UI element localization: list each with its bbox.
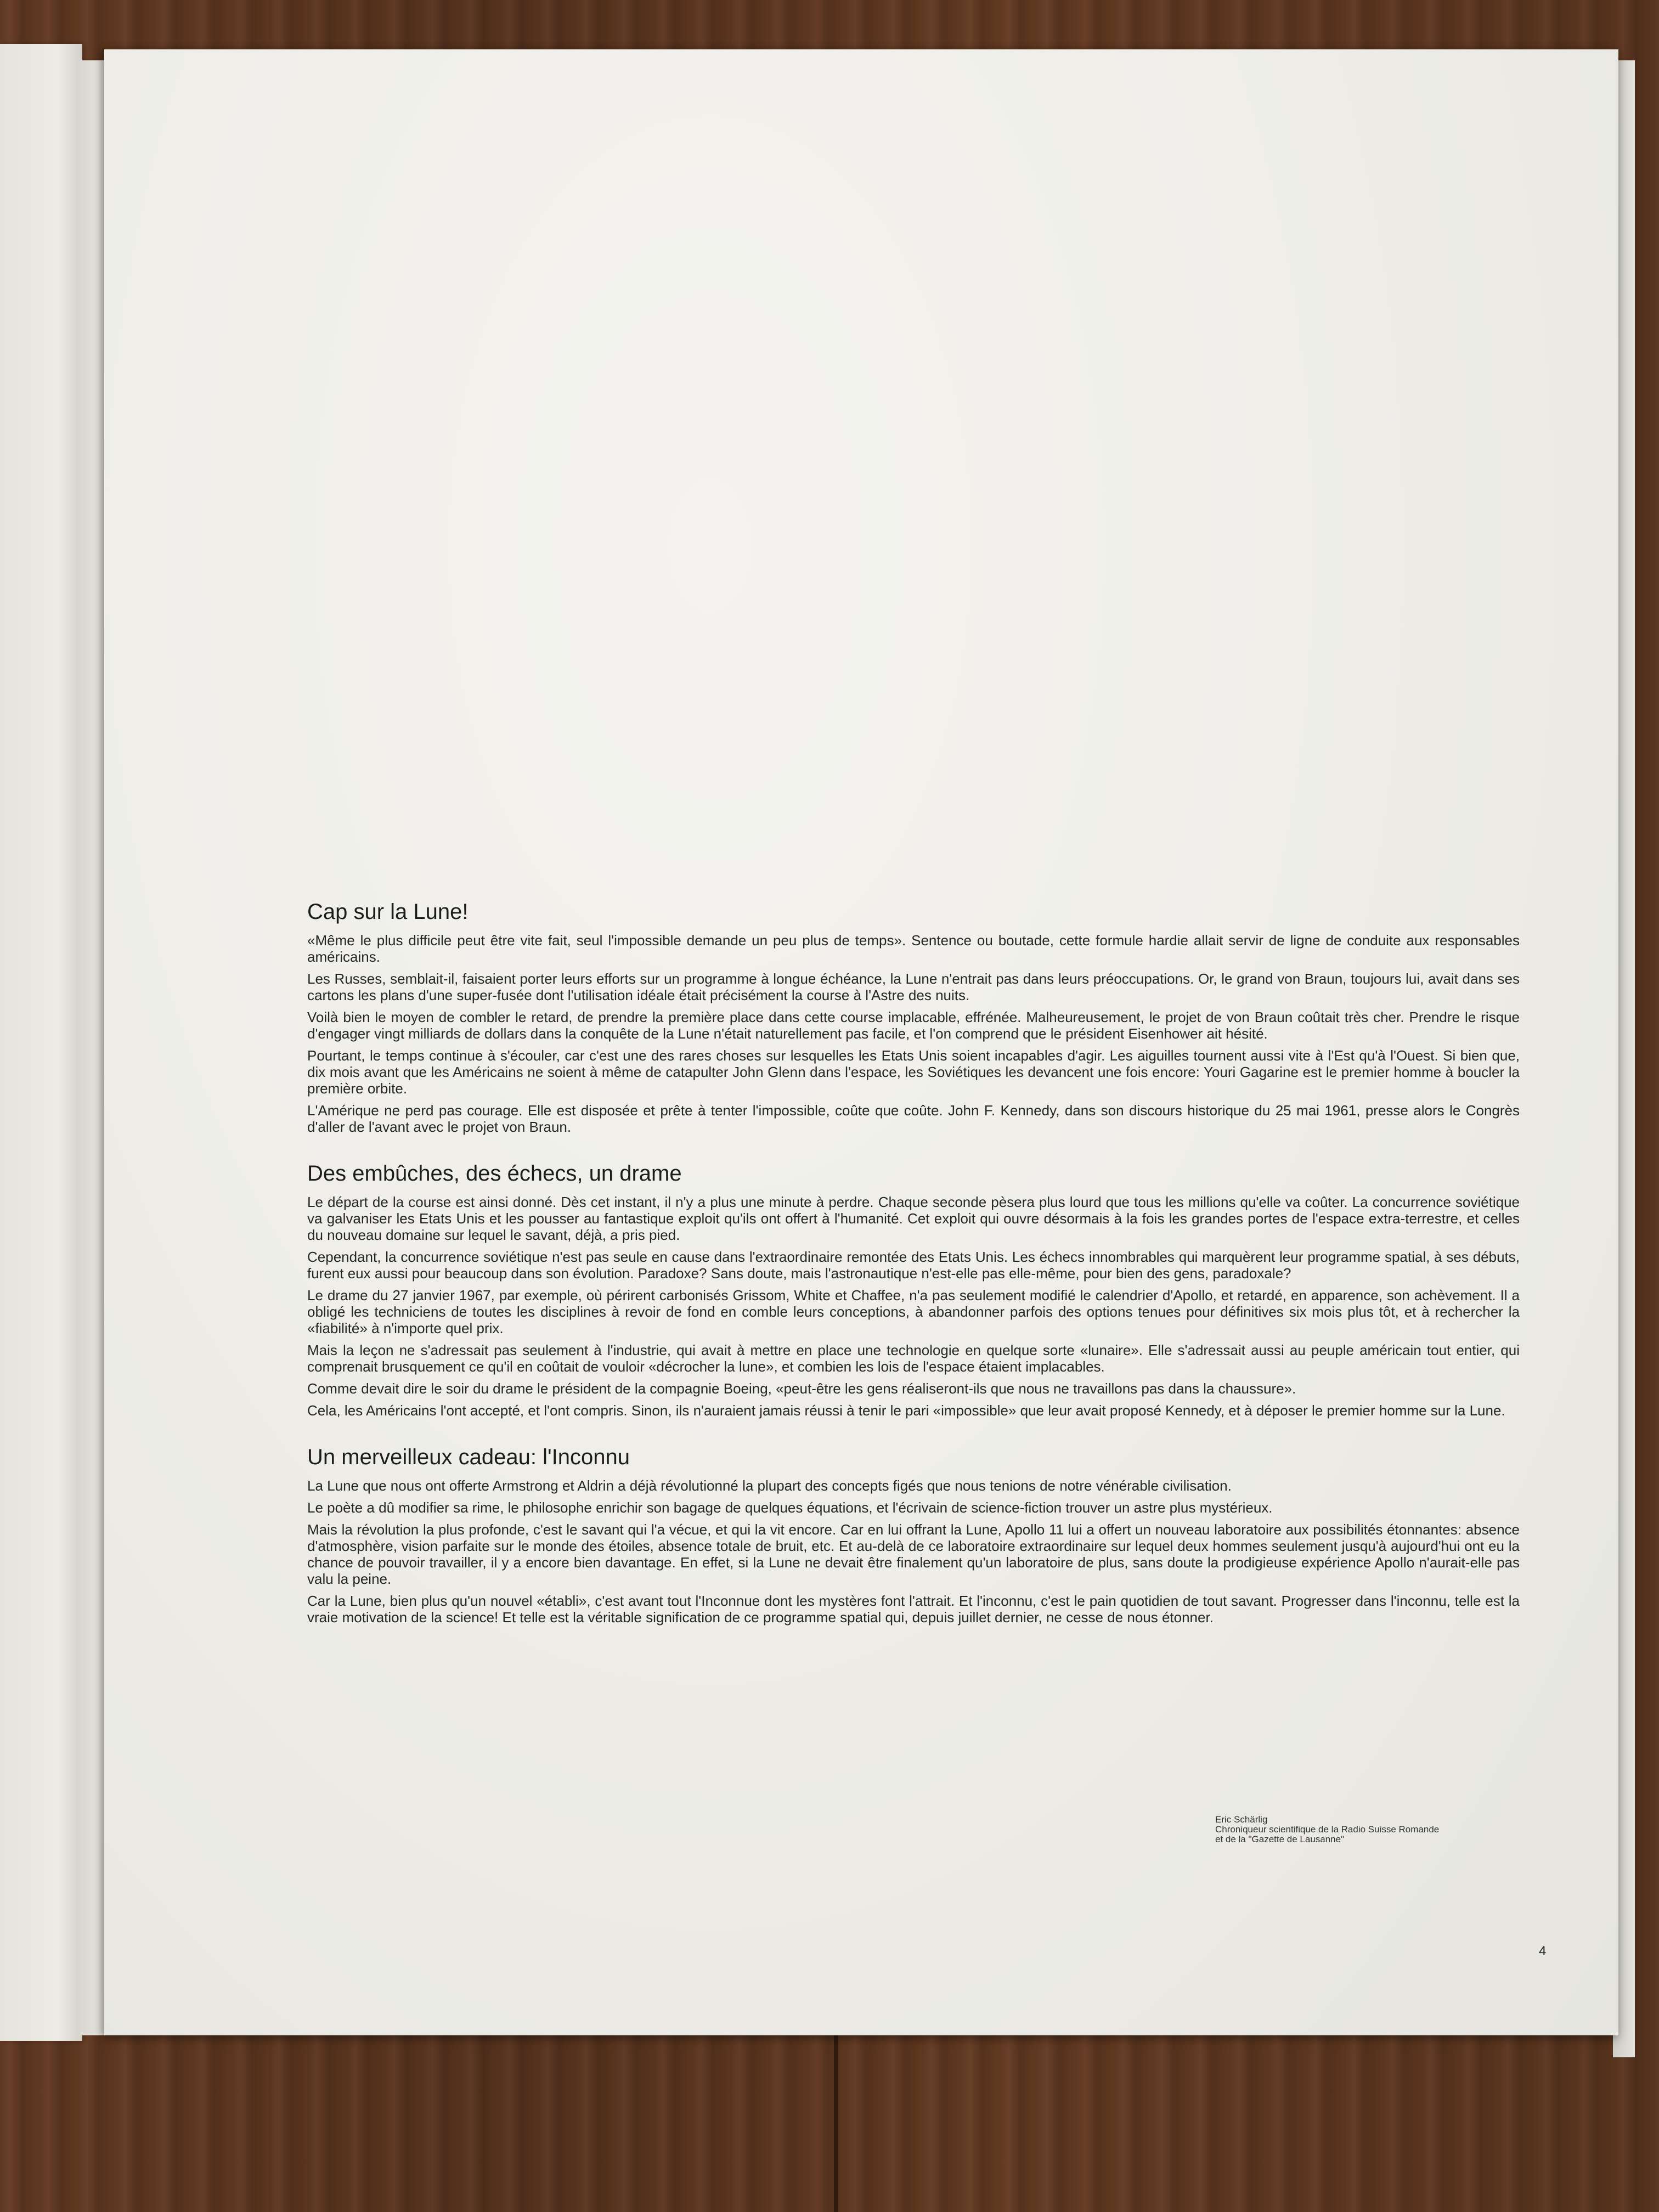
paragraph: Le départ de la course est ainsi donné. Dès cet instant, il n'y a plus une minute à perdre. Chaque seconde pèsera plus lourd que tous les millions qu'elle va coûter. La concurrence soviétique va galvaniser les Etats Unis et les pousser au fantastique exploit qu'ils ont offert à l'humanité. Cet exploit qui ouvre désormais à la fois les grandes portes de l'espace extra-terrestre, et celles du nouveau domaine sur lequel le savant, déjà, a pris pied. (307, 1194, 1520, 1243)
paragraph: Le poète a dû modifier sa rime, le philosophe enrichir son bagage de quelques équations, et l'écrivain de science-fiction trouver un astre plus mystérieux. (307, 1499, 1273, 1516)
paragraph: Comme devait dire le soir du drame le président de la compagnie Boeing, «peut-être les gens réaliseront-ils que nous ne travaillons pas dans la chaussure». (307, 1380, 1296, 1397)
paragraph: Mais la leçon ne s'adressait pas seulement à l'industrie, qui avait à mettre en place une technologie en quelque sorte «lunaire». Elle s'adressait aussi au peuple américain tout entier, qui comprenait brusquement ce qu'il en coûtait de vouloir «décrocher la lune», et combien les lois de l'espace étaient implacables. (307, 1342, 1520, 1375)
section-des-embuches (307, 1161, 1520, 1419)
paragraph: Les Russes, semblait-il, faisaient porter leurs efforts sur un programme à longue échéance, la Lune n'entrait pas dans leurs préoccupations. Or, le grand von Braun, toujours lui, avait dans ses cartons les plans d'une super-fusée dont l'utilisation idéale était précisément la course à l'Astre des nuits. (307, 970, 1520, 1003)
paragraph: Pourtant, le temps continue à s'écouler, car c'est une des rares choses sur lesquelles les Etats Unis soient incapables d'agir. Les aiguilles tournent aussi vite à l'Est qu'à l'Ouest. Si bien que, dix mois avant que les Américains ne soient à même de catapulter John Glenn dans l'espace, les Soviétiques les devancent une fois encore: Youri Gagarine est le premier homme à boucler la première orbite. (307, 1047, 1520, 1097)
paragraph: Voilà bien le moyen de combler le retard, de prendre la première place dans cette course implacable, effrénée. Malheureusement, le projet de von Braun coûtait très cher. Prendre le risque d'engager vingt milliards de dollars dans la conquête de la Lune n'était naturellement pas facile, et l'on comprend que le président Eisenhower ait hésité. (307, 1009, 1520, 1042)
paragraph: Le drame du 27 janvier 1967, par exemple, où périrent carbonisés Grissom, White et Chaffee, n'a pas seulement modifié le calendrier d'Apollo, et retardé, en apparence, son achèvement. Il a obligé les techniciens de toutes les disciplines à revoir de fond en comble leurs conceptions, à abandonner parfois des options tenues pour définitives six mois plus tôt, et à rechercher la «fiabilité» à n'importe quel prix. (307, 1287, 1520, 1336)
paragraph: Cependant, la concurrence soviétique n'est pas seule en cause dans l'extraordinaire remontée des Etats Unis. Les échecs innombrables qui marquèrent leur programme spatial, à ses débuts, furent eux aussi pour beaucoup dans son évolution. Paradoxe? Sans doute, mais l'astronautique n'est-elle pas elle-même, pour bien des gens, paradoxale? (307, 1249, 1520, 1282)
paragraph: Car la Lune, bien plus qu'un nouvel «établi», c'est avant tout l'Inconnue dont les mystères font l'attrait. Et l'inconnu, c'est le pain quotidien de tout savant. Progresser dans l'inconnu, telle est la vraie motivation de la science! Et telle est la véritable signification de ce programme spatial qui, depuis juillet dernier, ne cesse de nous étonner. (307, 1593, 1520, 1626)
paragraph: L'Amérique ne perd pas courage. Elle est disposée et prête à tenter l'impossible, coûte que coûte. John F. Kennedy, dans son discours historique du 25 mai 1961, presse alors le Congrès d'aller de l'avant avec le projet von Braun. (307, 1102, 1520, 1135)
desk-plank-seam (834, 2019, 838, 2212)
article-body (307, 900, 1520, 1652)
section-heading: Un merveilleux cadeau: l'Inconnu (307, 1445, 630, 1469)
author-role: Chroniqueur scientifique de la Radio Suisse Romande (1215, 1824, 1440, 1835)
section-un-merveilleux-cadeau (307, 1445, 1520, 1626)
paragraph: Cela, les Américains l'ont accepté, et l'ont compris. Sinon, ils n'auraient jamais réussi à tenir le pari «impossible» que leur avait proposé Kennedy, et à déposer le premier homme sur la Lune. (307, 1402, 1505, 1419)
section-cap-sur-la-lune (307, 900, 1520, 1135)
author-role: et de la "Gazette de Lausanne" (1215, 1834, 1345, 1844)
underlying-sheet (0, 44, 82, 2041)
section-heading: Des embûches, des échecs, un drame (307, 1161, 682, 1186)
author-signature (1215, 1815, 1439, 1844)
paragraph: La Lune que nous ont offerte Armstrong et Aldrin a déjà révolutionné la plupart des concepts figés que nous tenions de notre vénérable civilisation. (307, 1477, 1232, 1494)
page-number: 4 (1539, 1944, 1547, 1959)
author-name: Eric Schärlig (1215, 1814, 1268, 1825)
section-heading: Cap sur la Lune! (307, 900, 469, 924)
paragraph: Mais la révolution la plus profonde, c'est le savant qui l'a vécue, et qui la vit encore. Car en lui offrant la Lune, Apollo 11 lui a offert un nouveau laboratoire aux possibilités étonnantes: absence d'atmosphère, vision parfaite sur le monde des étoiles, absence totale de bruit, etc. Et au-delà de ce laboratoire extraordinaire sur lequel deux hommes seulement jusqu'à aujourd'hui ont eu la chance de pouvoir travailler, il y a encore bien davantage. En effet, si la Lune ne devait être finalement qu'un laboratoire de plus, sans doute la prodigieuse expérience Apollo n'aurait-elle pas valu la peine. (307, 1521, 1520, 1587)
paragraph: «Même le plus difficile peut être vite fait, seul l'impossible demande un peu plus de temps». Sentence ou boutade, cette formule hardie allait servir de ligne de conduite aux responsables américains. (307, 932, 1520, 965)
